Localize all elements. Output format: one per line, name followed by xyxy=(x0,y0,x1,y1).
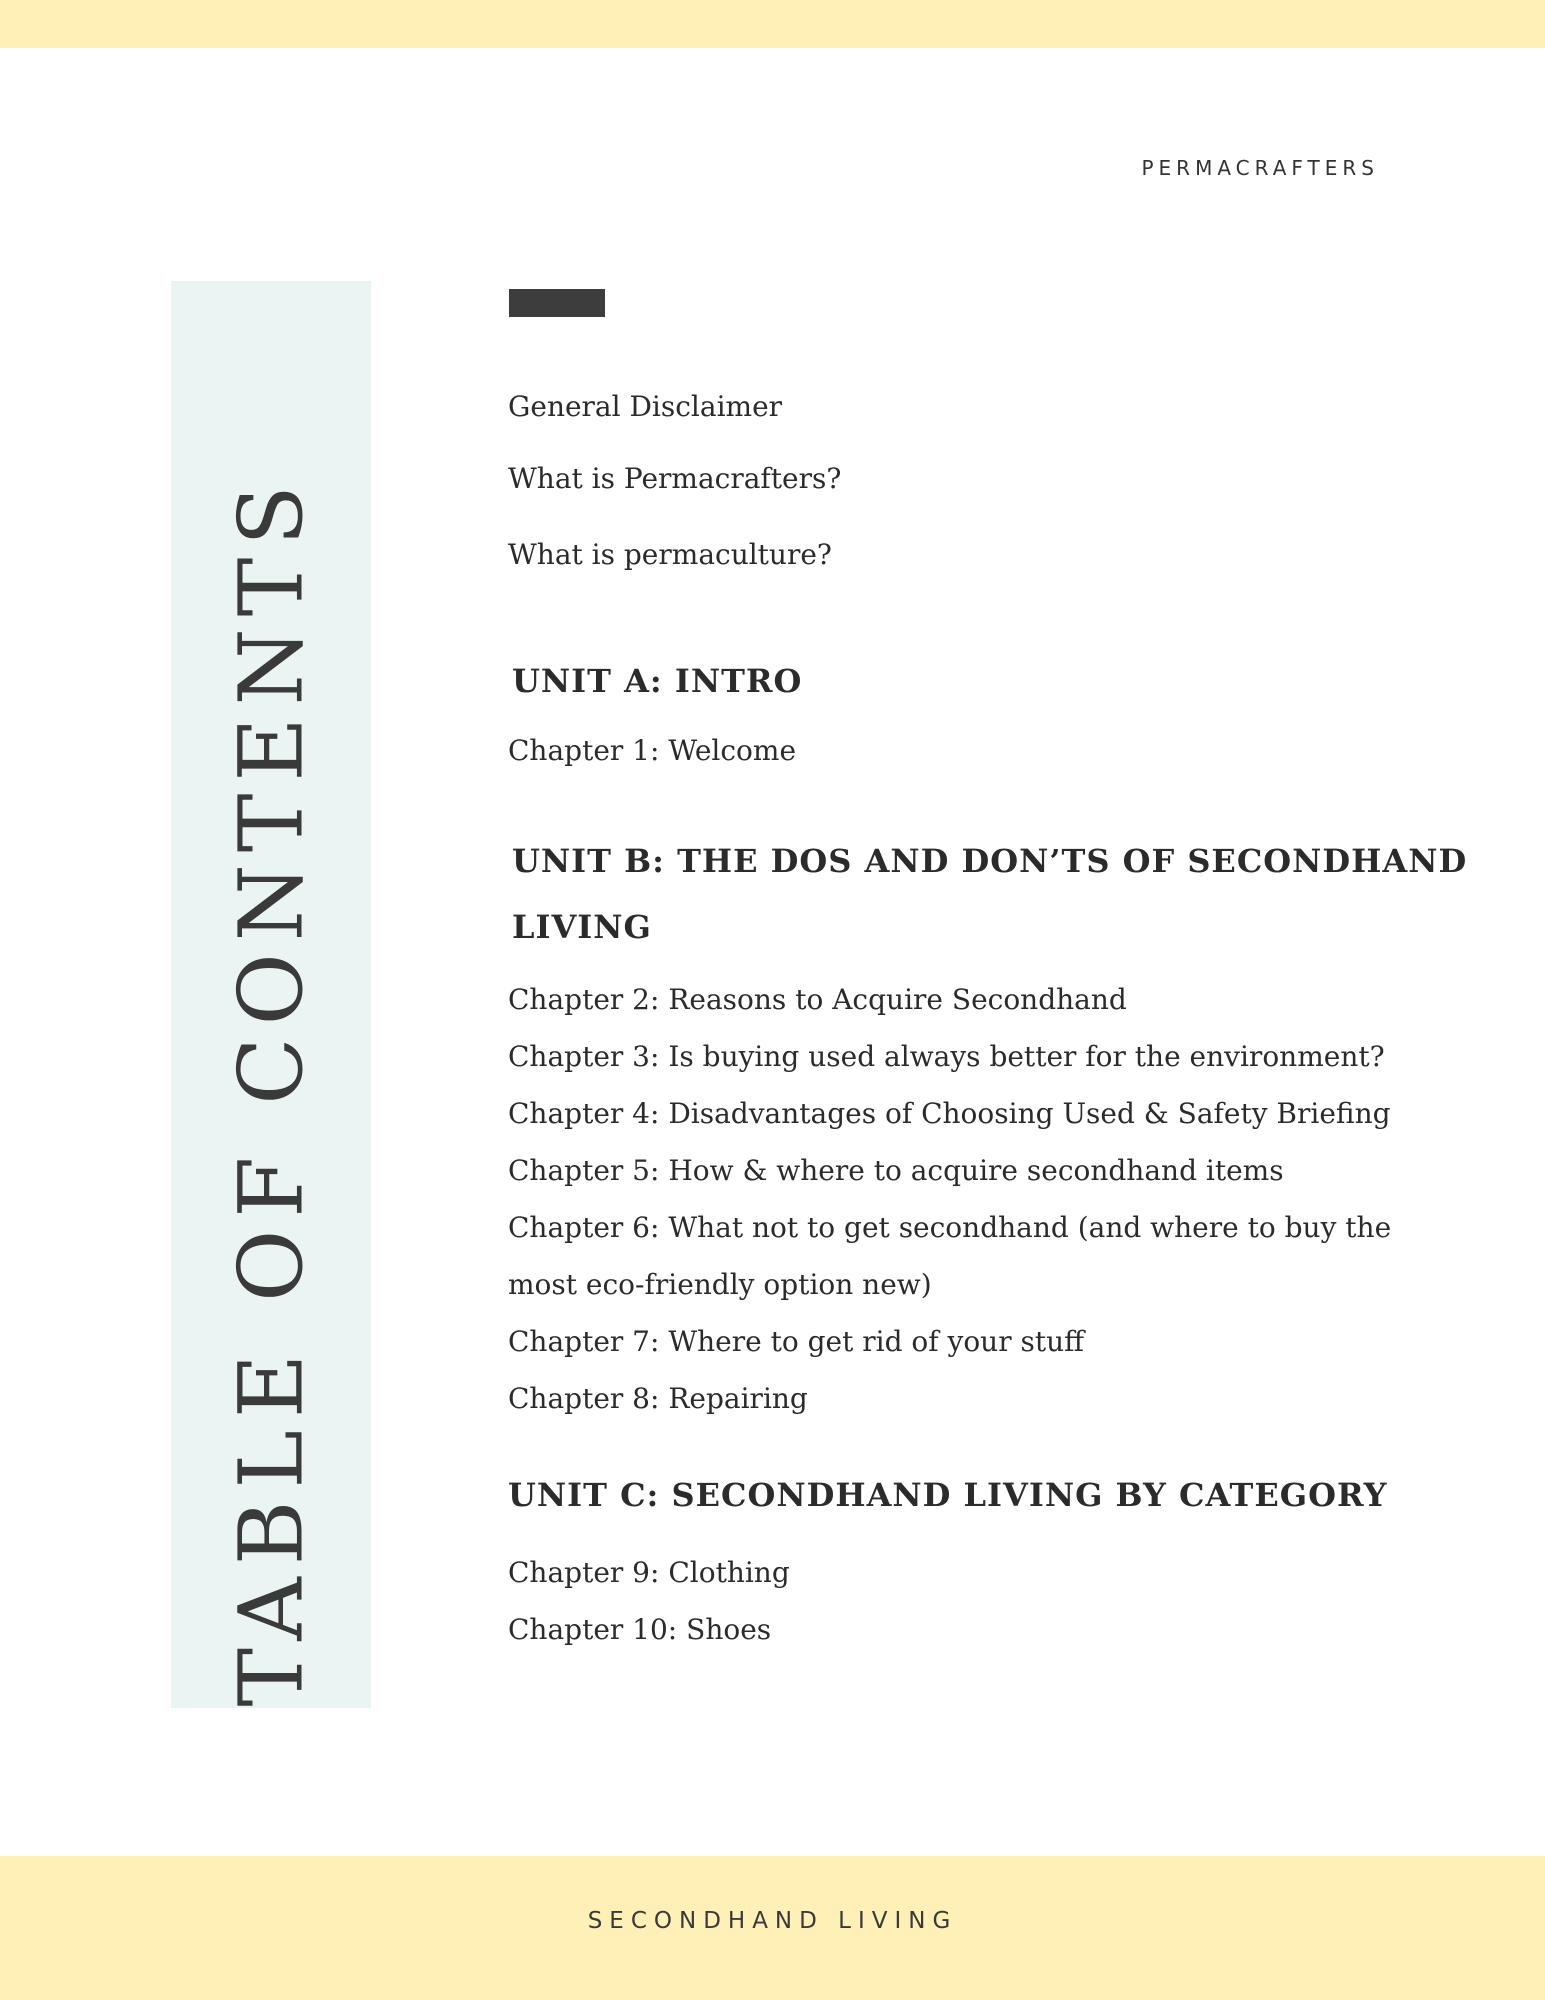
toc-entry-chapter-6[interactable]: Chapter 6: What not to get secondhand (and where to buy the xyxy=(508,1211,1392,1244)
toc-entry-chapter-1[interactable]: Chapter 1: Welcome xyxy=(508,734,797,767)
footer-title: SECONDHAND LIVING xyxy=(587,1908,958,1934)
toc-entry-chapter-7[interactable]: Chapter 7: Where to get rid of your stuff xyxy=(508,1325,1085,1358)
accent-bar xyxy=(509,289,605,317)
toc-entry-chapter-2[interactable]: Chapter 2: Reasons to Acquire Secondhand xyxy=(508,983,1127,1016)
unit-c-heading: UNIT C: SECONDHAND LIVING BY CATEGORY xyxy=(508,1476,1388,1514)
unit-b-heading-line2: LIVING xyxy=(512,908,652,946)
toc-entry-chapter-4[interactable]: Chapter 4: Disadvantages of Choosing Used & Safety Briefing xyxy=(508,1097,1391,1130)
unit-b-heading-line1: UNIT B: THE DOS AND DON’TS OF SECONDHAND xyxy=(512,842,1468,880)
unit-a-heading: UNIT A: INTRO xyxy=(512,662,803,700)
toc-entry-chapter-3[interactable]: Chapter 3: Is buying used always better for the environment? xyxy=(508,1040,1385,1073)
toc-entry-what-is-permacrafters[interactable]: What is Permacrafters? xyxy=(508,462,842,495)
toc-entry-chapter-5[interactable]: Chapter 5: How & where to acquire secondhand items xyxy=(508,1154,1284,1187)
toc-entry-chapter-8[interactable]: Chapter 8: Repairing xyxy=(508,1382,808,1415)
toc-entry-general-disclaimer[interactable]: General Disclaimer xyxy=(508,390,783,423)
toc-entry-chapter-10[interactable]: Chapter 10: Shoes xyxy=(508,1613,772,1646)
toc-entry-chapter-9[interactable]: Chapter 9: Clothing xyxy=(508,1556,790,1589)
page-title: TABLE OF CONTENTS xyxy=(219,473,323,1707)
toc-entry-chapter-6-continued[interactable]: most eco-friendly option new) xyxy=(508,1268,932,1301)
top-band xyxy=(0,0,1545,48)
brand-name: PERMACRAFTERS xyxy=(1141,156,1379,180)
toc-entry-what-is-permaculture[interactable]: What is permaculture? xyxy=(508,538,832,571)
